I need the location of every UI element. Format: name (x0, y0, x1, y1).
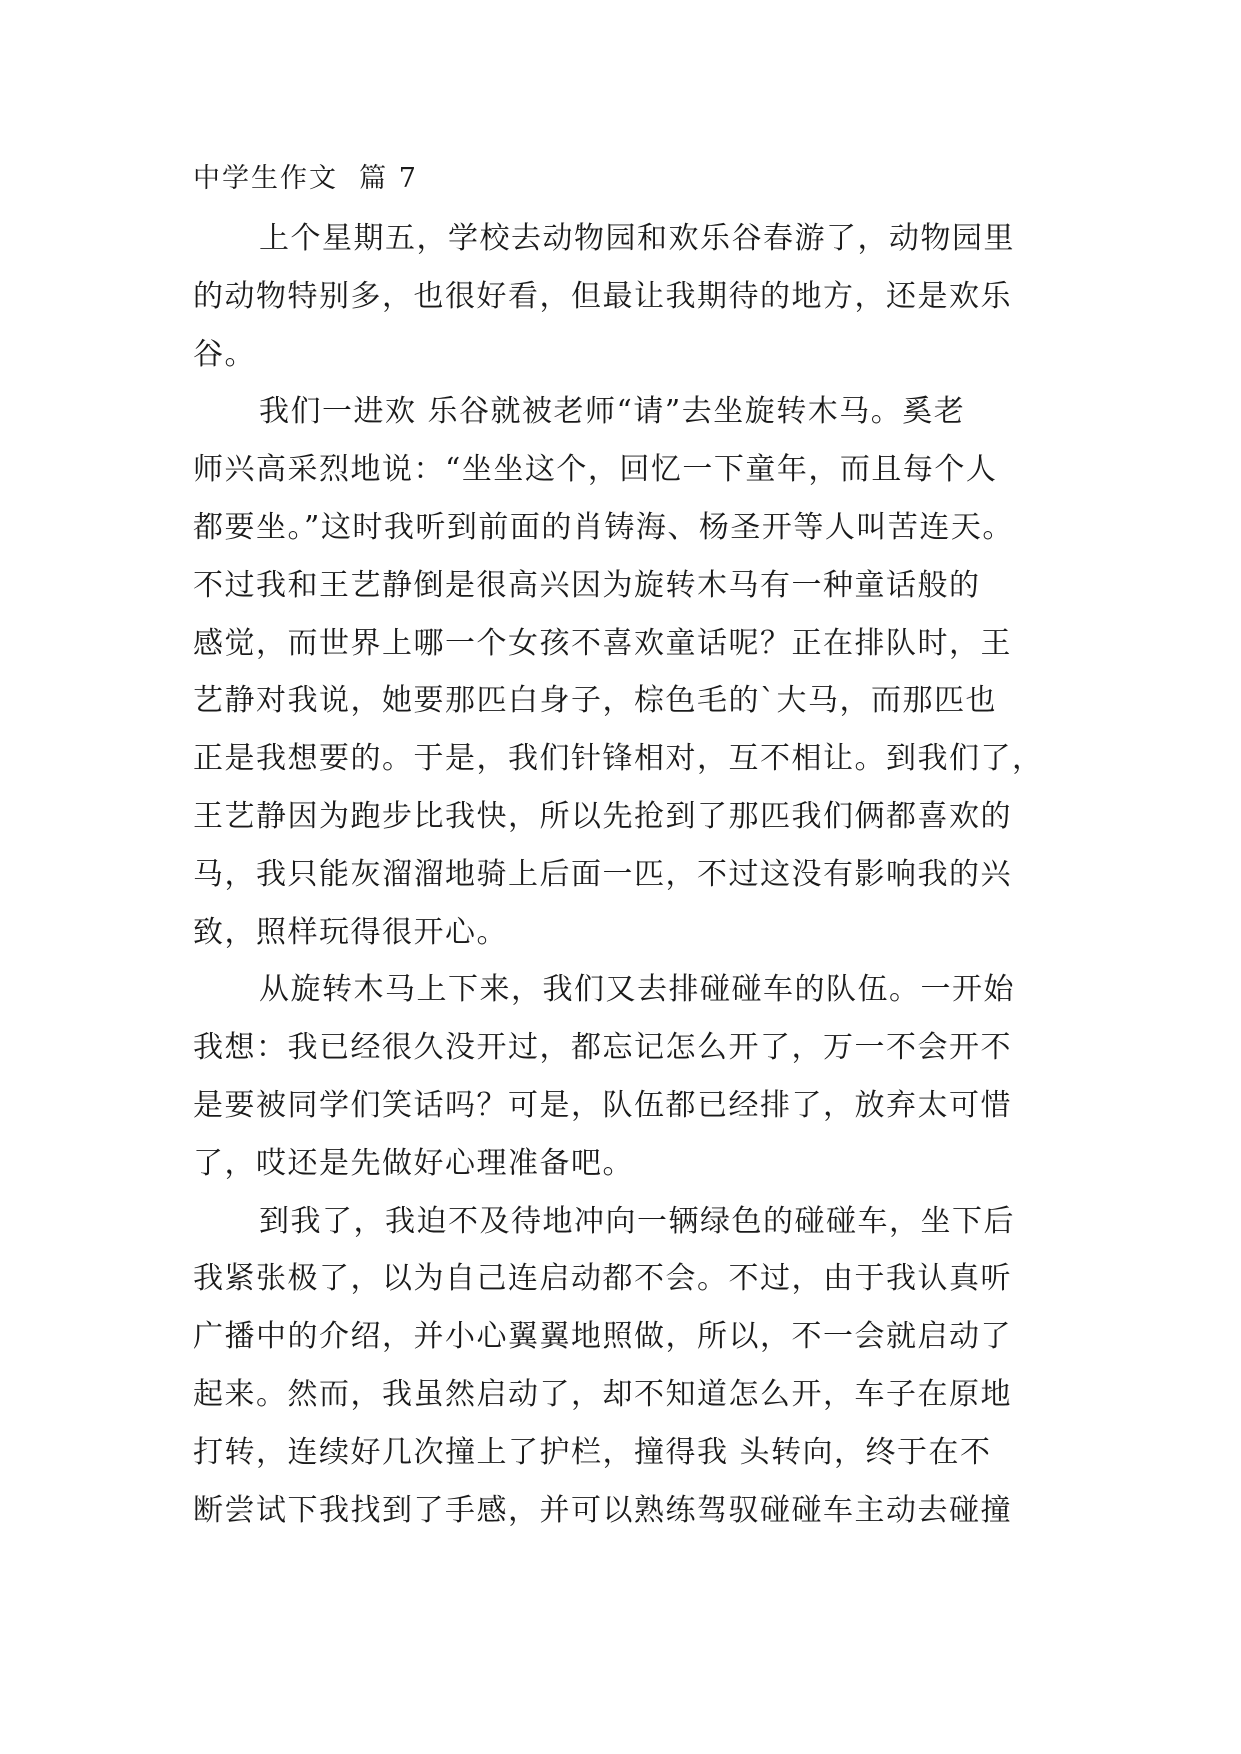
text-line: 都要坐。”这时我听到前面的肖铸海、杨圣开等人叫苦连天。 (193, 509, 1014, 545)
text-line: 的动物特别多，也很好看，但最让我期待的地方，还是欢乐 (193, 278, 1012, 314)
text-line: 王艺静因为跑步比我快，所以先抢到了那匹我们俩都喜欢的 (193, 798, 1012, 834)
text-line: 我想：我已经很久没开过，都忘记怎么开了，万一不会开不 (193, 1030, 1012, 1066)
paragraph-3 (193, 961, 1053, 1192)
text-line: 我紧张极了，以为自己连启动都不会。不过，由于我认真听 (193, 1261, 1012, 1297)
text-line: 我们一进欢 乐谷就被老师“请”去坐旋转木马。奚老 (259, 394, 966, 430)
essay-title: 中学生作文 篇 7 (193, 163, 418, 194)
text-line: 广播中的介绍，并小心翼翼地照做，所以，不一会就启动了 (193, 1319, 1012, 1355)
text-line: 不过我和王艺静倒是很高兴因为旋转木马有一种童话般的 (193, 567, 981, 603)
text-line: 感觉，而世界上哪一个女孩不喜欢童话呢？正在排队时，王 (193, 625, 1012, 661)
paragraph-4 (193, 1193, 1053, 1540)
text-line: 断尝试下我找到了手感，并可以熟练驾驭碰碰车主动去碰撞 (193, 1492, 1012, 1528)
text-line: 了，哎还是先做好心理准备吧。 (193, 1145, 634, 1181)
text-line: 艺静对我说，她要那匹白身子，棕色毛的`大马，而那匹也 (193, 683, 997, 719)
document-body (193, 148, 1053, 1539)
paragraph-1 (193, 210, 1053, 383)
text-line: 是要被同学们笑话吗？可是，队伍都已经排了，放弃太可惜 (193, 1087, 1012, 1123)
text-line: 致，照样玩得很开心。 (193, 914, 508, 950)
text-line: 正是我想要的。于是，我们针锋相对，互不相让。到我们了， (193, 741, 1044, 777)
text-line: 马，我只能灰溜溜地骑上后面一匹，不过这没有影响我的兴 (193, 856, 1012, 892)
text-line: 上个星期五，学校去动物园和欢乐谷春游了，动物园里 (259, 221, 1015, 256)
text-line: 从旋转木马上下来，我们又去排碰碰车的队伍。一开始 (259, 972, 1015, 1008)
text-line: 师兴高采烈地说：“坐坐这个，回忆一下童年，而且每个人 (193, 452, 998, 488)
paragraph-2 (193, 383, 1053, 961)
text-line: 打转，连续好几次撞上了护栏，撞得我 头转向，终于在不 (193, 1434, 992, 1470)
text-line: 起来。然而，我虽然启动了，却不知道怎么开，车子在原地 (193, 1376, 1012, 1412)
text-line: 谷。 (193, 336, 256, 372)
text-line: 到我了，我迫不及待地冲向一辆绿色的碰碰车，坐下后 (259, 1203, 1015, 1239)
